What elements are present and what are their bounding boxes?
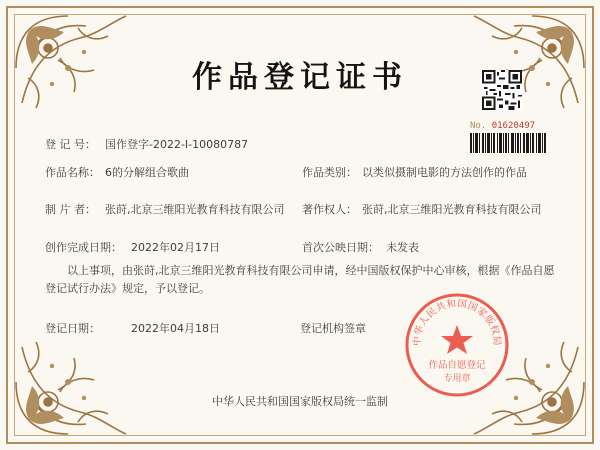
official-seal xyxy=(404,292,510,398)
copyright-owner-label: 著作权人： xyxy=(302,203,357,216)
certificate-title: 作品登记证书 xyxy=(192,60,408,95)
qr-code[interactable] xyxy=(482,70,522,110)
work-name-value: 6的分解组合歌曲 xyxy=(105,166,189,179)
field-first-screening-date xyxy=(302,239,419,255)
reg-number-value: 国作登字-2022-I-10080787 xyxy=(105,138,249,151)
completion-date-label: 创作完成日期： xyxy=(45,241,122,254)
first-screening-date-label: 首次公映日期： xyxy=(302,241,379,254)
field-work-category xyxy=(302,164,527,180)
producer-value: 张莳,北京三维阳光教育科技有限公司 xyxy=(105,203,285,216)
seal-ring-text: 中华人民共和国国家版权局 xyxy=(411,298,503,347)
registry-seal-label: 登记机构签章 xyxy=(300,322,366,335)
work-category-value: 以类似摄制电影的方法创作的作品 xyxy=(362,166,527,179)
work-category-label: 作品类别： xyxy=(302,166,357,179)
registration-date-value: 2022年04月18日 xyxy=(131,322,220,335)
barcode xyxy=(470,133,546,153)
seal-bottom-text: 专用章 xyxy=(443,374,471,384)
field-registration-date xyxy=(45,320,220,336)
field-completion-date xyxy=(45,239,220,255)
first-screening-date-value: 未发表 xyxy=(386,241,419,254)
producer-label: 制 片 者： xyxy=(45,203,96,216)
serial-label: No. xyxy=(470,121,487,131)
field-reg-number xyxy=(45,136,248,152)
issuer-footer: 中华人民共和国国家版权局统一监制 xyxy=(212,395,388,408)
completion-date-value: 2022年02月17日 xyxy=(131,241,220,254)
registration-statement: 以上事项，由张莳,北京三维阳光教育科技有限公司申请，经中国版权保护中心审核，根据《作品自愿登记试行办法》规定，予以登记。 xyxy=(45,264,555,295)
field-copyright-owner xyxy=(302,201,542,217)
field-producer xyxy=(45,201,285,217)
seal-star-icon xyxy=(441,325,473,354)
registration-date-label: 登记日期： xyxy=(45,322,100,335)
work-name-label: 作品名称： xyxy=(45,166,100,179)
serial-number xyxy=(470,121,535,131)
field-work-name xyxy=(45,164,189,180)
reg-number-label: 登 记 号： xyxy=(45,138,96,151)
copyright-owner-value: 张莳,北京三维阳光教育科技有限公司 xyxy=(362,203,542,216)
seal-center-text: 作品自愿登记 xyxy=(428,360,486,371)
serial-value: 01620497 xyxy=(491,121,536,131)
